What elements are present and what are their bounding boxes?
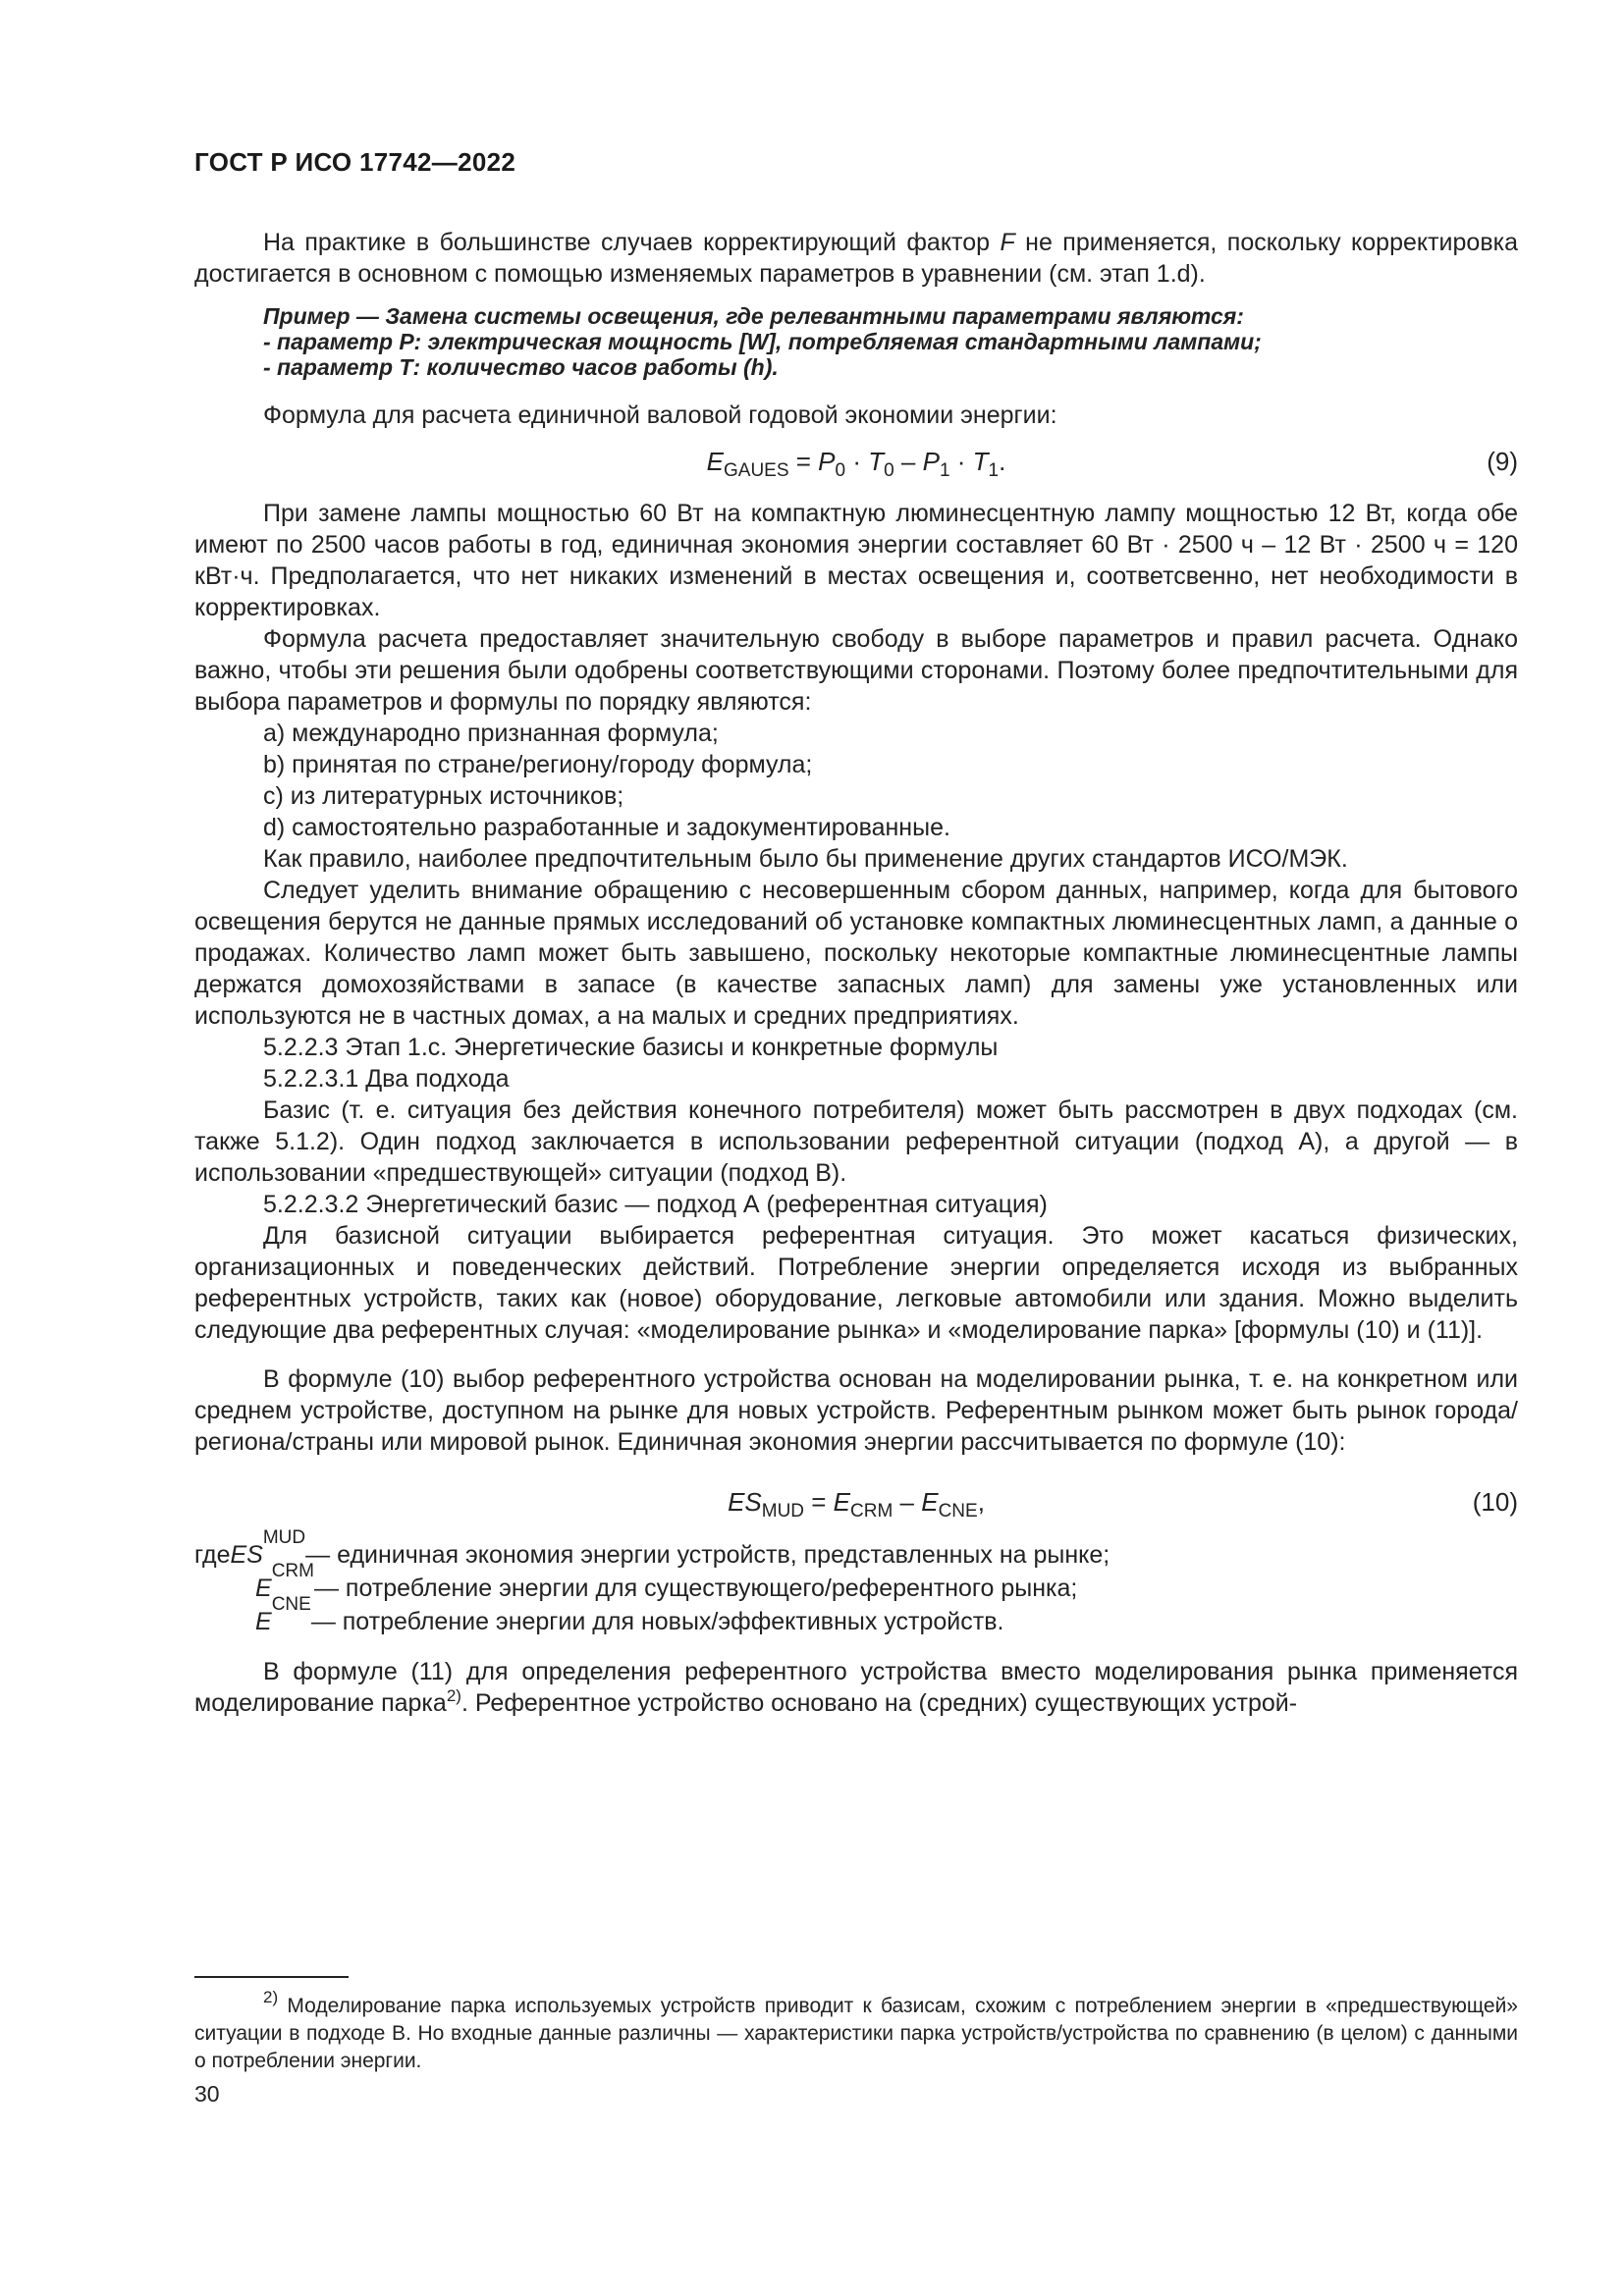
list-item-b: b) принятая по стране/региону/городу формула; xyxy=(263,751,813,778)
legend-row-e-cne: E CNE — потребление энергии для новых/эффективных устройств. xyxy=(255,1594,1004,1635)
legend-row-es-mud: где ES MUD — единичная экономия энергии устройств, представленных на рынке; xyxy=(194,1527,1110,1569)
page-body xyxy=(194,147,1518,1719)
formula-9-number: (9) xyxy=(1487,447,1518,476)
footnote xyxy=(194,1988,1518,2075)
footnote-text: Моделирование парка используемых устройств приводит к базисам, схожим с потреблением энергии в «предшествующей» ситуации в подходе В. Но входные данные различны — характеристики парка устройств/устройства по сравнению (в целом) с данными о потреблении энергии. xyxy=(194,1995,1518,2072)
section-5-2-2-3-2: 5.2.2.3.2 Энергетический базис — подход А (референтная ситуация) xyxy=(263,1191,1048,1218)
formula-10-legend xyxy=(194,1527,1518,1638)
list-item-c: c) из литературных источников; xyxy=(263,782,624,810)
section-5-2-2-3-1: 5.2.2.3.1 Два подхода xyxy=(263,1065,510,1093)
footnote-mark: 2) xyxy=(263,1988,279,2006)
formula-10-expression: $ES_{MUD} = E_{CRM} - E_{CNE}$, xyxy=(728,1487,985,1522)
example-title: Пример — Замена системы освещения, где релевантными параметрами являются: xyxy=(263,303,1244,329)
paragraph-iso-iec: Как правило, наиболее предпочтительным было бы применение других стандартов ИСО/МЭК. xyxy=(263,845,1348,873)
paragraph-market-modelling: В формуле (10) выбор референтного устройства основан на моделировании рынка, т. е. на конкретном или среднем устройстве, доступном на рынке для новых устройств. Референтным рынком может быть рынок города/региона/страны или мировой рынок. Единичная экономия энергии рассчитывается по формуле (10): xyxy=(194,1365,1518,1456)
formula-9 xyxy=(194,437,1518,486)
list-item-d: d) самостоятельно разработанные и задокументированные. xyxy=(263,814,950,841)
paragraph-reference-situation: Для базисной ситуации выбирается референтная ситуация. Это может касаться физических, организационных и поведенческих действий. Потребление энергии определяется исходя из выбранных референтных устройств, таких как (новое) оборудование, легковые автомобили или здания. Можно выделить следующие два референтных случая: «моделирование рынка» и «моделирование парка» [формулы (10) и (11)]. xyxy=(194,1222,1518,1344)
paragraph-basis: Базис (т. е. ситуация без действия конечного потребителя) может быть рассмотрен в двух подходах (см. также 5.1.2). Один подход заключается в использовании референтной ситуации (подход А), а другой — в использовании «предшествующей» ситуации (подход В). xyxy=(194,1096,1518,1187)
paragraph-freedom: Формула расчета предоставляет значительную свободу в выборе параметров и правил расчета. Однако важно, чтобы эти решения были одобрены соответствующими сторонами. Поэтому более предпочтительными для выбора параметров и формулы по порядку являются: xyxy=(194,625,1518,716)
formula-10 xyxy=(194,1477,1518,1526)
paragraph-imperfect-data: Следует уделить внимание обращению с несовершенным сбором данных, например, когда для бытового освещения берутся не данные прямых исследований об установке компактных люминесцентных ламп, а данные о продажах. Количество ламп может быть завышено, поскольку некоторые компактные люминесцентные лампы держатся домохозяйствами в запасе (в качестве запасных ламп) для замены уже установленных или используются не в частных домах, а на малых и средних предприятиях. xyxy=(194,877,1518,1030)
formula-10-number: (10) xyxy=(1472,1487,1518,1517)
document-header: ГОСТ Р ИСО 17742—2022 xyxy=(194,147,516,177)
formula9-intro: Формула для расчета единичной валовой годовой экономии энергии: xyxy=(263,401,1057,429)
legend-row-e-crm: E CRM — потребление энергии для существующего/референтного рынка; xyxy=(255,1561,1078,1602)
example-param-p: - параметр Р: электрическая мощность [W], потребляемая стандартными лампами; xyxy=(263,329,1262,354)
example-param-t: - параметр Т: количество часов работы (h). xyxy=(263,354,779,380)
paragraph-fleet-modelling: В формуле (11) для определения референтного устройства вместо моделирования рынка применяется моделирование парка$^{2)}$. Референтное устройство основано на (средних) существующих устрой- xyxy=(194,1658,1518,1717)
list-item-a: a) международно признанная формула; xyxy=(263,720,719,747)
paragraph-lamp-example: При замене лампы мощностью 60 Вт на компактную люминесцентную лампу мощностью 12 Вт, когда обе имеют по 2500 часов работы в год, единичная экономия энергии составляет 60 Вт · 2500 ч – 12 Вт · 2500 ч = 120 кВт·ч. Предполагается, что нет никаких изменений в местах освещения и, соответсвенно, нет необходимости в корректировках. xyxy=(194,500,1518,621)
page-number: 30 xyxy=(194,2081,220,2107)
formula-9-expression: $E_{GAUES} = P_0 \cdot T_0 - P_1 \cdot T_1$. xyxy=(706,447,1006,481)
section-5-2-2-3: 5.2.2.3 Этап 1.с. Энергетические базисы и конкретные формулы xyxy=(263,1034,999,1061)
footnote-separator xyxy=(194,1976,349,1978)
example-block xyxy=(194,303,1518,380)
paragraph-correction-factor: На практике в большинстве случаев корректирующий фактор F не применяется, поскольку корректировка достигается в основном с помощью изменяемых параметров в уравнении (см. этап 1.d). xyxy=(194,229,1518,288)
